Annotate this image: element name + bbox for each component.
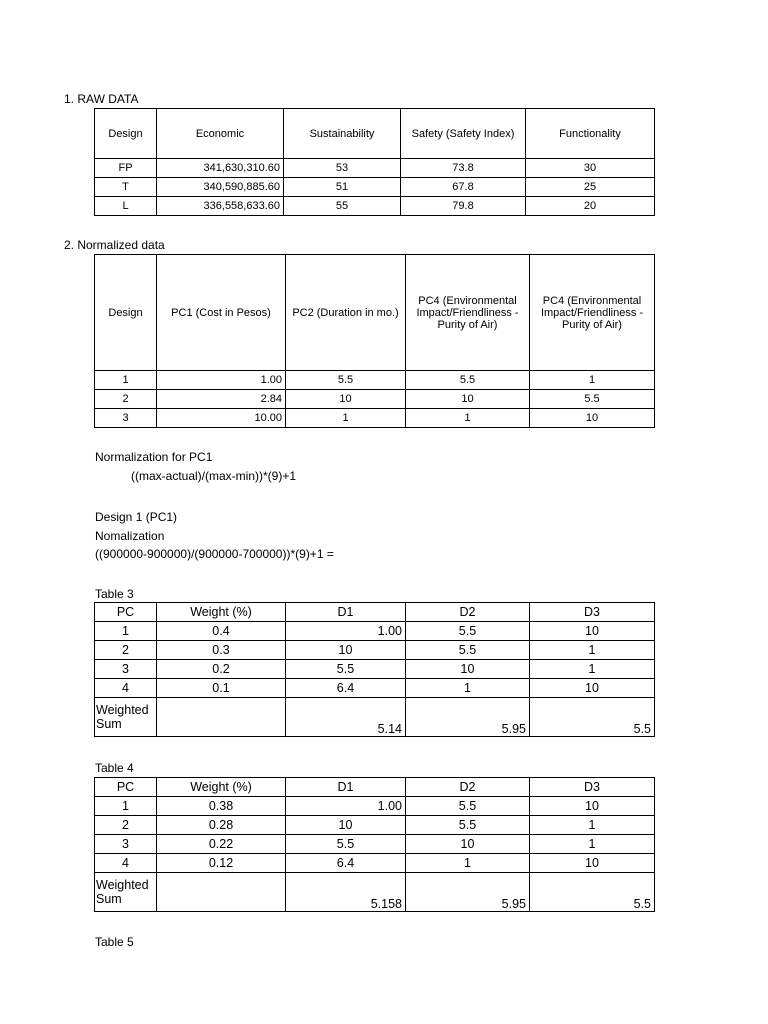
table-row: [95, 797, 655, 816]
header-cell: PC4 (Environmental Impact/Friendliness - Purity of Air): [406, 255, 530, 371]
header-cell: Functionality: [526, 109, 655, 159]
table-cell: 10: [530, 679, 655, 698]
table-row: [95, 371, 655, 390]
table-4-header-row: [95, 778, 655, 797]
table-cell: 1: [530, 660, 655, 679]
header-cell: Design: [95, 109, 157, 159]
table-cell: 10: [530, 797, 655, 816]
table-cell: 1: [95, 371, 157, 390]
table-cell: 5.5: [406, 371, 530, 390]
table-cell: 5.5: [530, 390, 655, 409]
table-cell: 10: [406, 660, 530, 679]
weighted-sum-label: Weighted Sum: [95, 873, 157, 912]
header-cell: PC: [95, 603, 157, 622]
weighted-sum-weight: [157, 873, 286, 912]
table-cell: 0.22: [157, 835, 286, 854]
table-cell: 6.4: [286, 854, 406, 873]
table-cell: 340,590,885.60: [157, 178, 284, 197]
table-cell: 10: [286, 641, 406, 660]
table-cell: 1: [530, 371, 655, 390]
table-cell: 5.5: [406, 816, 530, 835]
table-row: [95, 197, 655, 216]
table-row: [95, 641, 655, 660]
table-cell: 0.3: [157, 641, 286, 660]
table-cell: 4: [95, 679, 157, 698]
table-cell: 3: [95, 660, 157, 679]
header-cell: D3: [530, 603, 655, 622]
table-cell: 30: [526, 159, 655, 178]
weighted-sum-row: [95, 873, 655, 912]
table-5-title: Table 5: [95, 935, 134, 949]
table-cell: 67.8: [401, 178, 526, 197]
header-cell: Economic: [157, 109, 284, 159]
header-cell: D1: [286, 778, 406, 797]
header-cell: Sustainability: [284, 109, 401, 159]
table-row: [95, 622, 655, 641]
weighted-sum-d1: 5.158: [286, 873, 406, 912]
table-cell: 5.5: [286, 835, 406, 854]
table-cell: 5.5: [286, 371, 406, 390]
table-row: [95, 409, 655, 428]
table-cell: 73.8: [401, 159, 526, 178]
table-cell: 5.5: [406, 641, 530, 660]
table-cell: 10: [530, 622, 655, 641]
table-3-title: Table 3: [95, 587, 134, 601]
table-cell: 1.00: [286, 622, 406, 641]
table-cell: 10: [406, 835, 530, 854]
table-4-title: Table 4: [95, 761, 134, 775]
table-cell: 1.00: [286, 797, 406, 816]
table-row: [95, 835, 655, 854]
table-cell: 79.8: [401, 197, 526, 216]
table-cell: 1: [406, 854, 530, 873]
normalization-title: Normalization for PC1: [95, 450, 213, 464]
table-cell: 10: [406, 390, 530, 409]
table-cell: 5.5: [406, 797, 530, 816]
table-cell: 2: [95, 641, 157, 660]
table-cell: 1: [530, 641, 655, 660]
design-1-title: Design 1 (PC1): [95, 510, 178, 524]
table-cell: 2: [95, 390, 157, 409]
table-cell: 336,558,633.60: [157, 197, 284, 216]
table-cell: 1.00: [157, 371, 286, 390]
weighted-sum-weight: [157, 698, 286, 737]
table-cell: 10: [286, 816, 406, 835]
header-cell: Design: [95, 255, 157, 371]
table-row: [95, 816, 655, 835]
weighted-sum-d2: 5.95: [406, 698, 530, 737]
table-cell: L: [95, 197, 157, 216]
header-cell: Weight (%): [157, 603, 286, 622]
table-cell: T: [95, 178, 157, 197]
table-cell: 1: [286, 409, 406, 428]
table-cell: 0.28: [157, 816, 286, 835]
table-cell: 1: [95, 797, 157, 816]
table-cell: 1: [406, 409, 530, 428]
table-cell: 53: [284, 159, 401, 178]
table-cell: 6.4: [286, 679, 406, 698]
table-cell: 20: [526, 197, 655, 216]
normalization-calculation: ((900000-900000)/(900000-700000))*(9)+1 =: [95, 547, 334, 561]
table-cell: 1: [530, 835, 655, 854]
raw-data-heading: 1. RAW DATA: [64, 92, 139, 106]
table-4: [94, 777, 655, 912]
header-cell: D3: [530, 778, 655, 797]
table-cell: 0.12: [157, 854, 286, 873]
table-cell: 3: [95, 835, 157, 854]
header-cell: PC2 (Duration in mo.): [286, 255, 406, 371]
table-cell: FP: [95, 159, 157, 178]
table-cell: 55: [284, 197, 401, 216]
table-cell: 10: [286, 390, 406, 409]
header-cell: D2: [406, 603, 530, 622]
header-cell: D2: [406, 778, 530, 797]
weighted-sum-d2: 5.95: [406, 873, 530, 912]
raw-data-table: [94, 108, 655, 216]
table-cell: 10.00: [157, 409, 286, 428]
table-cell: 10: [530, 854, 655, 873]
table-cell: 0.2: [157, 660, 286, 679]
table-cell: 5.5: [286, 660, 406, 679]
normalized-data-heading: 2. Normalized data: [64, 238, 165, 252]
table-cell: 341,630,310.60: [157, 159, 284, 178]
normalized-data-table: [94, 254, 655, 428]
weighted-sum-label: Weighted Sum: [95, 698, 157, 737]
weighted-sum-d3: 5.5: [530, 873, 655, 912]
table-cell: 3: [95, 409, 157, 428]
table-cell: 2.84: [157, 390, 286, 409]
table-cell: 25: [526, 178, 655, 197]
weighted-sum-row: [95, 698, 655, 737]
table-cell: 0.1: [157, 679, 286, 698]
header-cell: D1: [286, 603, 406, 622]
table-cell: 2: [95, 816, 157, 835]
table-3: [94, 602, 655, 737]
header-cell: PC: [95, 778, 157, 797]
table-cell: 0.38: [157, 797, 286, 816]
weighted-sum-d3: 5.5: [530, 698, 655, 737]
table-cell: 1: [95, 622, 157, 641]
normalized-header-row: [95, 255, 655, 371]
raw-data-header-row: [95, 109, 655, 159]
normalization-formula: ((max-actual)/(max-min))*(9)+1: [131, 469, 297, 483]
table-cell: 5.5: [406, 622, 530, 641]
table-cell: 0.4: [157, 622, 286, 641]
table-cell: 1: [406, 679, 530, 698]
table-cell: 10: [530, 409, 655, 428]
table-cell: 51: [284, 178, 401, 197]
table-row: [95, 159, 655, 178]
header-cell: PC4 (Environmental Impact/Friendliness - Purity of Air): [530, 255, 655, 371]
table-cell: 4: [95, 854, 157, 873]
weighted-sum-d1: 5.14: [286, 698, 406, 737]
table-row: [95, 178, 655, 197]
table-row: [95, 679, 655, 698]
table-3-header-row: [95, 603, 655, 622]
header-cell: PC1 (Cost in Pesos): [157, 255, 286, 371]
header-cell: Safety (Safety Index): [401, 109, 526, 159]
table-row: [95, 390, 655, 409]
table-cell: 1: [530, 816, 655, 835]
normalization-label: Nomalization: [95, 529, 165, 543]
table-row: [95, 660, 655, 679]
header-cell: Weight (%): [157, 778, 286, 797]
table-row: [95, 854, 655, 873]
